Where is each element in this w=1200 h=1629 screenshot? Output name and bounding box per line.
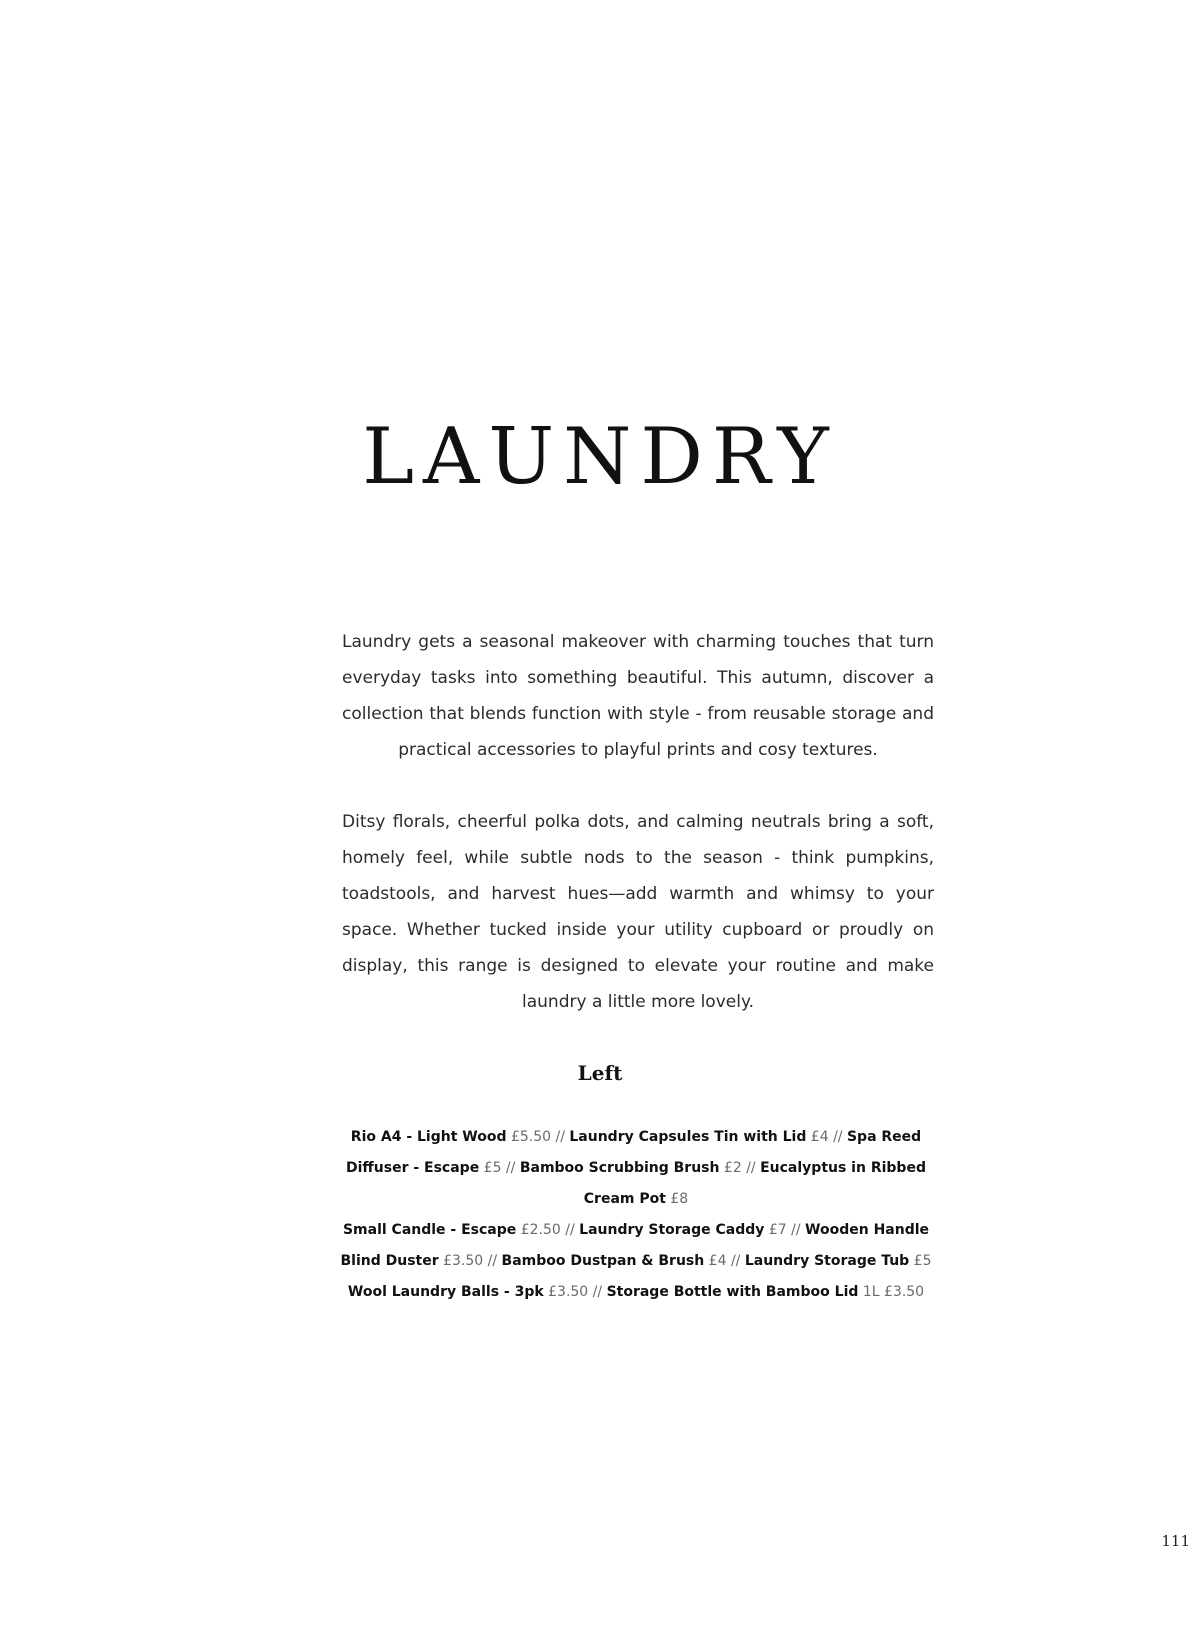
product-price: £7 [768, 1222, 787, 1238]
separator: // [828, 1129, 847, 1145]
separator: // [726, 1253, 745, 1269]
product-price: £5 [483, 1160, 502, 1176]
product-name: Laundry Capsules Tin with Lid [569, 1129, 807, 1145]
product-price: £4 [810, 1129, 829, 1145]
product-name: Small Candle - Escape [342, 1222, 517, 1238]
product-price: £2 [723, 1160, 742, 1176]
product-name: Spa Reed Diffuser - Escape [346, 1129, 922, 1176]
product-name: Storage Bottle with Bamboo Lid [606, 1284, 859, 1300]
separator: // [741, 1160, 761, 1176]
product-item [343, 1222, 561, 1238]
intro-text [342, 624, 934, 1020]
product-name: Rio A4 - Light Wood [350, 1129, 507, 1145]
product-item [351, 1129, 551, 1145]
product-price: 1L £3.50 [862, 1284, 925, 1300]
separator: // [560, 1222, 580, 1238]
product-name: Eucalyptus in Ribbed Cream Pot [583, 1160, 926, 1207]
intro-paragraph: Laundry gets a seasonal makeover with charming touches that turn everyday tasks into something beautiful. This autumn, discover a collection that blends function with style - from reusable storage and practical accessories to playful prints and cosy textures. [342, 632, 934, 760]
page-number: 111 [1161, 1532, 1190, 1550]
product-item [607, 1284, 925, 1300]
product-price: £5.50 [510, 1129, 552, 1145]
product-price: £4 [708, 1253, 727, 1269]
product-price: £2.50 [520, 1222, 561, 1238]
product-item [348, 1284, 588, 1300]
product-price: £3.50 [443, 1253, 484, 1269]
product-item [569, 1129, 828, 1145]
product-name: Wooden Handle Blind Duster [340, 1222, 930, 1269]
caption-heading: Left [577, 1061, 623, 1085]
separator: // [551, 1129, 570, 1145]
product-item [745, 1253, 932, 1269]
product-name: Bamboo Scrubbing Brush [519, 1160, 720, 1176]
separator: // [501, 1160, 520, 1176]
product-name: Laundry Storage Caddy [579, 1222, 765, 1238]
separator: // [588, 1284, 607, 1300]
intro-paragraph: Ditsy florals, cheerful polka dots, and calming neutrals bring a soft, homely feel, while subtle nods to the season - think pumpkins, toadstools, and harvest hues—add warmth and whimsy to your space. Whether tucked inside your utility cupboard or proudly on display, this range is designed to elevate your routine and make laundry a little more lovely. [342, 812, 934, 1012]
product-price: £3.50 [548, 1284, 589, 1300]
page-title: LAUNDRY [362, 412, 838, 502]
product-item [502, 1253, 727, 1269]
product-list [326, 1122, 946, 1308]
separator: // [786, 1222, 806, 1238]
product-price: £5 [913, 1253, 932, 1269]
product-name: Wool Laundry Balls - 3pk [347, 1284, 544, 1300]
product-item [579, 1222, 787, 1238]
product-item [520, 1160, 742, 1176]
separator: // [483, 1253, 502, 1269]
product-name: Laundry Storage Tub [744, 1253, 910, 1269]
product-name: Bamboo Dustpan & Brush [501, 1253, 705, 1269]
product-price: £8 [670, 1191, 689, 1207]
